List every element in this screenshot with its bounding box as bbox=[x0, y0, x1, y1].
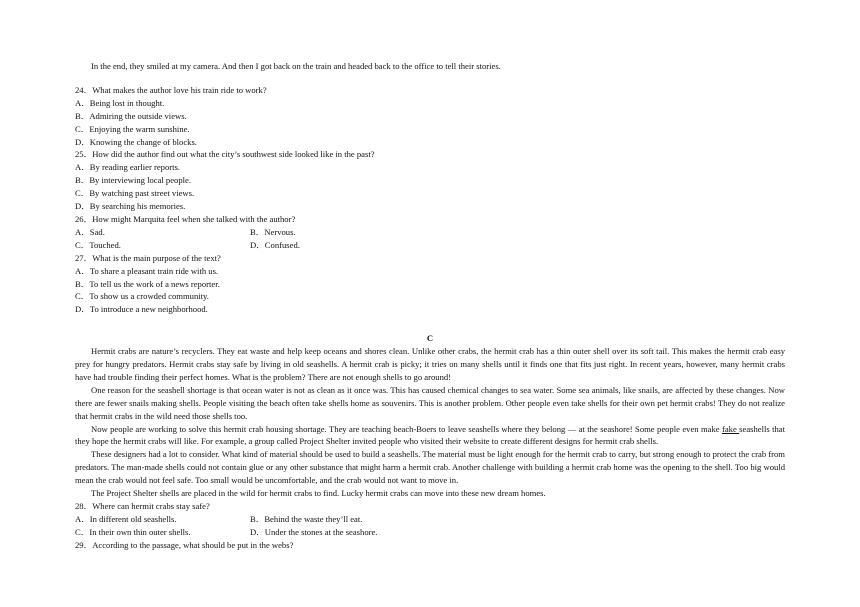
q24-option-c: C．Enjoying the warm sunshine. bbox=[75, 123, 190, 134]
q26-option-a: A．Sad. bbox=[75, 226, 105, 237]
question-24: 24．What makes the author love his train ride to work? bbox=[75, 84, 267, 95]
passage-c-paragraph-5: The Project Shelter shells are placed in the wild for hermit crabs to find. Lucky hermit crabs can move into these new dream homes. bbox=[91, 488, 546, 499]
q26-option-d: D．Confused. bbox=[250, 239, 300, 250]
q26-option-c: C．Touched. bbox=[75, 239, 121, 250]
q28-options-row-2 bbox=[75, 526, 785, 539]
q24-option-b: B．Admiring the outside views. bbox=[75, 110, 187, 121]
underlined-word-fake: fake bbox=[721, 423, 740, 434]
q27-option-b: B．To tell us the work of a news reporter. bbox=[75, 278, 220, 289]
passage-b-ending: In the end, they smiled at my camera. And then I got back on the train and headed back to the office to tell their stories. bbox=[91, 61, 501, 71]
question-27: 27．What is the main purpose of the text? bbox=[75, 252, 221, 263]
paragraph-3-text-end: seashells that they hope the hermit crabs will like. For example, a group called Project Shelter invited people who visited their website to create different designs for hermit crab shells. bbox=[75, 423, 786, 447]
question-25: 25．How did the author find out what the city’s southwest side looked like in the past? bbox=[75, 149, 375, 160]
passage-c-paragraph-1: Hermit crabs are nature’s recyclers. They eat waste and help keep oceans and shores clean. Unlike other crabs, the hermit crab has a thin outer shell over its soft tail. This makes the hermit crab easy prey for hungry predators. Hermit crabs stay safe by living in old seashells. A hermit crab is picky; it tries on many shells until it finds one that fits just right. In recent years, however, many hermit crabs have had trouble finding their perfect homes. What is the problem? There are not enough shells to go around! bbox=[75, 346, 785, 382]
q27-option-c: C．To show us a crowded community. bbox=[75, 291, 209, 302]
q24-option-a: A．Being lost in thought. bbox=[75, 97, 165, 108]
question-26: 26．How might Marquita feel when she talked with the author? bbox=[75, 213, 296, 224]
q28-options-row-1 bbox=[75, 513, 785, 526]
q28-option-a: A．In different old seashells. bbox=[75, 513, 177, 524]
q27-option-a: A．To share a pleasant train ride with us. bbox=[75, 265, 219, 276]
q28-option-d: D．Under the stones at the seashore. bbox=[250, 526, 378, 537]
q25-option-c: C．By watching past street views. bbox=[75, 188, 195, 199]
q28-option-b: B．Behind the waste they’ll eat. bbox=[250, 513, 363, 524]
spacer bbox=[75, 316, 785, 327]
q25-option-b: B．By interviewing local people. bbox=[75, 175, 191, 186]
q27-option-d: D．To introduce a new neighborhood. bbox=[75, 304, 208, 315]
q25-option-d: D．By searching his memories. bbox=[75, 201, 186, 212]
question-28: 28．Where can hermit crabs stay safe? bbox=[75, 501, 210, 511]
q24-option-d: D．Knowing the change of blocks. bbox=[75, 136, 197, 147]
paragraph-3-text-start: Now people are working to solve this hermit crab housing shortage. They are teaching beach-Boers to leave seashells where they belong — at the seashore! Some people even make bbox=[91, 423, 722, 434]
passage-c-paragraph-3 bbox=[75, 423, 785, 449]
question-29: 29．According to the passage, what should be put in the webs? bbox=[75, 539, 294, 550]
q28-option-c: C．In their own thin outer shells. bbox=[75, 526, 191, 537]
q26-options-row-2 bbox=[75, 239, 785, 252]
q25-option-a: A．By reading earlier reports. bbox=[75, 162, 180, 173]
q26-options-row-1 bbox=[75, 226, 785, 239]
spacer bbox=[75, 73, 785, 84]
exam-page bbox=[75, 60, 785, 552]
section-c-heading: C bbox=[426, 333, 434, 344]
passage-c-paragraph-2: One reason for the seashell shortage is that ocean water is not as clean as it once was. This has caused chemical changes to sea water. Some sea animals, like snails, are affected by these changes. Now there are fewer snails making shells. People visiting the beach often take shells home as souvenirs. This is another problem. Other people even take shells for their own pet hermit crabs! They do not realize that hermit crabs in the wild need those shells too. bbox=[75, 384, 785, 421]
passage-c-paragraph-4: These designers had a lot to consider. What kind of material should be used to build a seashells. The material must be light enough for the hermit crab to carry, but strong enough to protect the crab from predators. The man-made shells could not contain glue or any other substance that might harm a hermit crab. Another challenge with building a hermit crab home was the opening to the shell. Too big would mean the crab would not feel safe. Too small would be uncomfortable, and the crab would not want to move in. bbox=[75, 449, 785, 486]
q26-option-b: B．Nervous. bbox=[250, 226, 296, 237]
